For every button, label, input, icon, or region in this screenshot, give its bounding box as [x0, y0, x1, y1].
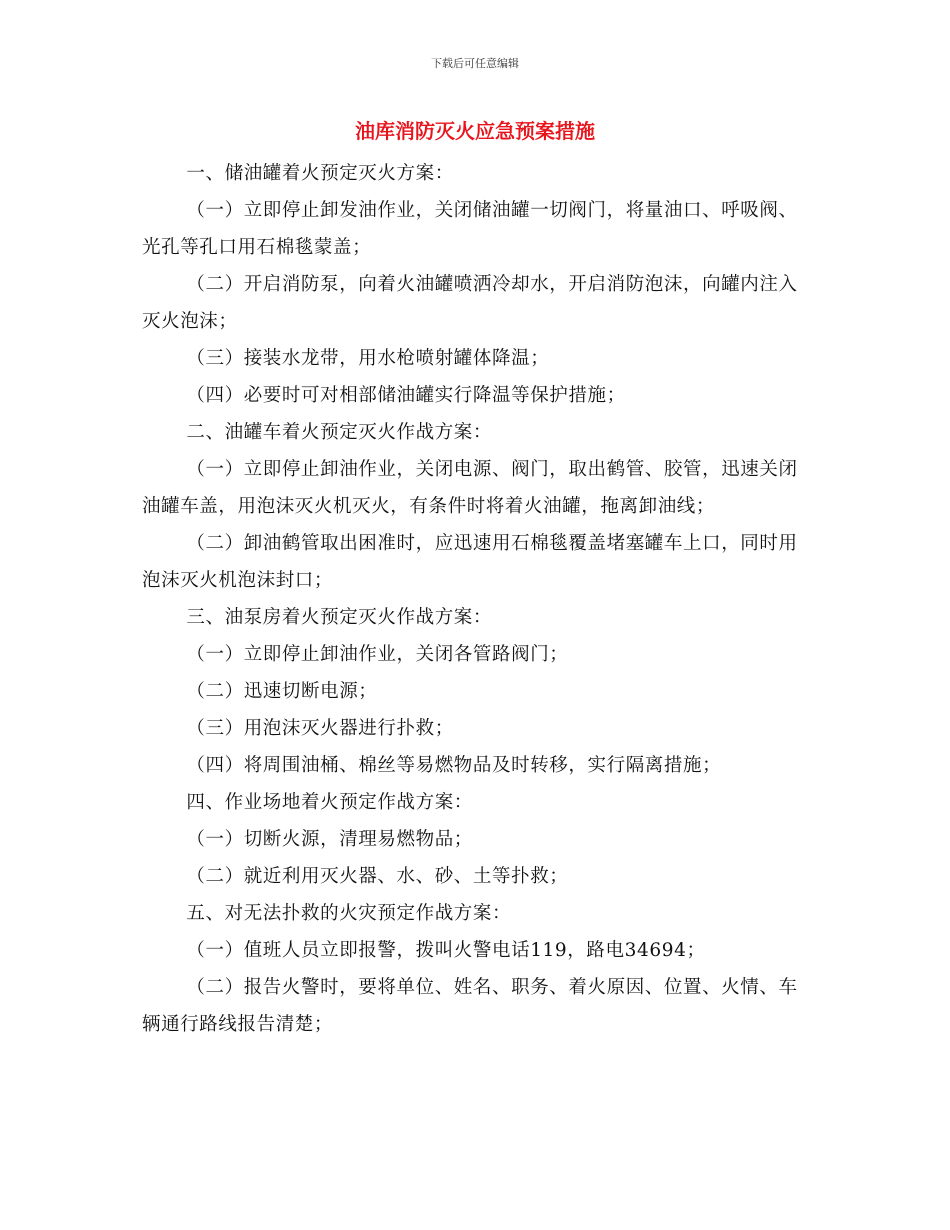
section-heading-2: 二、油罐车着火预定灭火作战方案： — [186, 422, 492, 443]
section-heading-4: 四、作业场地着火预定作战方案： — [186, 792, 473, 813]
section-5-item-1: （一）值班人员立即报警，拨叫火警电话119，路电34694； — [186, 940, 706, 961]
section-2-item-1: （一）立即停止卸油作业，关闭电源、阀门，取出鹤管、胶管，迅速关闭油罐车盖，用泡沫灭火机灭火，有条件时将着火油罐，拖离卸油线； — [142, 459, 798, 517]
section-4-item-2: （二）就近利用灭火器、水、砂、土等扑救； — [186, 866, 569, 887]
section-5-item-2: （二）报告火警时，要将单位、姓名、职务、着火原因、位置、火情、车辆通行路线报告清楚； — [142, 977, 798, 1035]
page-header-note: 下载后可任意编辑 — [431, 57, 519, 70]
section-heading-3: 三、油泵房着火预定灭火作战方案： — [186, 607, 492, 628]
section-1-item-1: （一）立即停止卸发油作业，关闭储油罐一切阀门，将量油口、呼吸阀、光孔等孔口用石棉毯蒙盖； — [142, 200, 798, 258]
section-4-item-1: （一）切断火源，清理易燃物品； — [186, 829, 473, 850]
section-2-item-2: （二）卸油鹤管取出困准时，应迅速用石棉毯覆盖堵塞罐车上口，同时用泡沫灭火机泡沫封口； — [142, 533, 798, 591]
section-heading-5: 五、对无法扑救的火灾预定作战方案： — [186, 903, 512, 924]
section-1-item-2: （二）开启消防泵，向着火油罐喷洒冷却水，开启消防泡沫，向罐内注入灭火泡沫； — [142, 274, 798, 332]
section-3-item-1: （一）立即停止卸油作业，关闭各管路阀门； — [186, 644, 569, 665]
section-heading-1: 一、储油罐着火预定灭火方案： — [186, 163, 454, 184]
section-1-item-3: （三）接装水龙带，用水枪喷射罐体降温； — [186, 348, 550, 369]
document-body — [142, 155, 812, 1043]
document-title: 油库消防灭火应急预案措施 — [355, 119, 595, 143]
section-3-item-4: （四）将周围油桶、棉丝等易燃物品及时转移，实行隔离措施； — [186, 755, 722, 776]
section-3-item-3: （三）用泡沫灭火器进行扑救； — [186, 718, 454, 739]
section-3-item-2: （二）迅速切断电源； — [186, 681, 378, 702]
section-1-item-4: （四）必要时可对相部储油罐实行降温等保护措施； — [186, 385, 626, 406]
